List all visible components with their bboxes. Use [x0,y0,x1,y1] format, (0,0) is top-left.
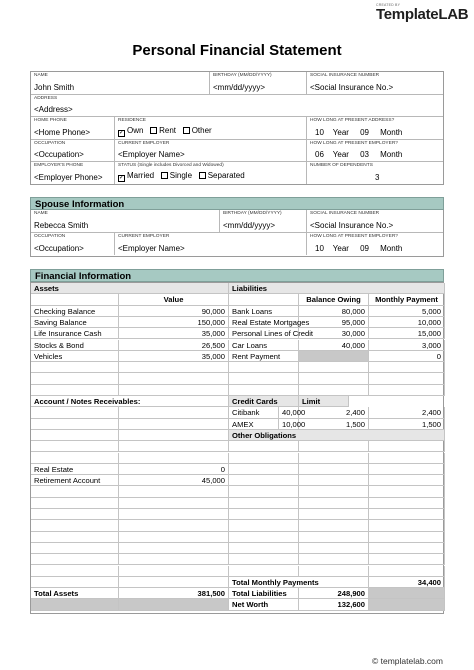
status-married-checkbox[interactable]: ✓ [119,175,125,181]
name-value: John Smith [34,83,75,92]
table-cell [31,373,119,384]
status-married-label: Married [127,171,155,180]
home-phone-field[interactable] [31,117,115,140]
total-assets-value: 381,500 [119,588,229,599]
blank-cell [119,599,229,610]
liability-payment[interactable]: 3,000 [369,340,445,351]
spouse-time-at-employer-label: HOW LONG AT PRESENT EMPLOYER? [310,234,398,239]
table-cell [229,441,299,452]
table-cell [369,453,445,464]
time-at-employer-label: HOW LONG AT PRESENT EMPLOYER? [310,141,398,146]
table-cell [229,373,299,384]
table-cell [369,362,445,373]
table-cell [119,453,229,464]
table-cell [229,486,299,497]
asset-value[interactable]: 26,500 [119,340,229,351]
personal-info-section [30,71,444,185]
table-cell [31,362,119,373]
table-cell [299,362,369,373]
other-asset-value[interactable]: 0 [119,464,229,475]
liability-payment[interactable]: 0 [369,351,445,362]
table-cell [119,430,229,441]
table-cell [119,419,229,430]
asset-liability-row [31,306,443,317]
table-cell [119,498,229,509]
table-cell [369,532,445,543]
blank-cell [229,294,299,305]
liability-balance[interactable]: 40,000 [299,340,369,351]
liabilities-header: Liabilities [229,283,445,294]
address-label: ADDRESS [34,96,58,101]
table-cell [299,543,369,554]
residence-other-label: Other [191,126,212,135]
asset-value[interactable]: 150,000 [119,317,229,328]
other-asset-row [31,475,443,486]
table-cell [119,577,229,588]
asset-value[interactable]: 35,000 [119,328,229,339]
table-cell [229,532,299,543]
receivables-header: Account / Notes Receivables: [31,396,229,407]
financial-table [30,282,444,614]
time-at-employer-field[interactable] [307,140,443,162]
home-phone-value: <Home Phone> [34,128,91,137]
status-field [115,162,307,184]
financial-heading: Financial Information [30,269,444,282]
other-asset-name: Retirement Account [31,475,119,486]
residence-own-label: Own [127,126,144,135]
page-title: Personal Financial Statement [132,42,342,59]
dependents-label: NUMBER OF DEPENDENTS [310,163,373,168]
liability-payment[interactable]: 15,000 [369,328,445,339]
liability-name: Rent Payment [229,351,299,362]
table-cell [369,520,445,531]
monthly-payment-header: Monthly Payment [369,294,445,305]
liability-name: Bank Loans [229,306,299,317]
table-cell [229,554,299,565]
dependents-field[interactable] [307,162,443,184]
credit-card-payment[interactable]: 1,500 [369,419,445,430]
table-cell [119,486,229,497]
table-cell [119,362,229,373]
sin-label: SOCIAL INSURANCE NUMBER [310,73,380,78]
month-word: Month [380,128,403,137]
credit-card-name: Citibank [229,407,279,418]
residence-own-checkbox[interactable]: ✓ [119,130,125,136]
credit-card-balance[interactable]: 1,500 [299,419,369,430]
spouse-employer-months: 09 [360,244,369,253]
table-cell [299,554,369,565]
table-cell [31,441,119,452]
table-cell [229,362,299,373]
table-cell [31,566,119,577]
spouse-sin-label: SOCIAL INSURANCE NUMBER [310,211,380,216]
time-at-address-value [315,128,402,137]
name-field[interactable] [31,72,210,95]
birthday-label: BIRTHDAY (MM/DD/YYYY) [213,73,272,78]
table-cell [229,520,299,531]
total-liabilities-label: Total Liabilities [229,588,299,599]
total-monthly-label: Total Monthly Payments [229,577,369,588]
total-monthly-row [31,577,443,588]
month-word: Month [380,150,403,159]
financial-header-row [31,283,443,294]
liability-balance[interactable]: 95,000 [299,317,369,328]
table-cell [299,453,369,464]
liability-payment[interactable]: 5,000 [369,306,445,317]
asset-name: Stocks & Bond [31,340,119,351]
table-cell [31,532,119,543]
asset-name: Saving Balance [31,317,119,328]
address-years: 10 [315,128,324,137]
table-cell [229,509,299,520]
table-cell [299,486,369,497]
table-cell [299,385,369,396]
credit-card-row [31,407,443,418]
table-cell [31,498,119,509]
table-cell [229,498,299,509]
credit-card-name: AMEX [229,419,279,430]
table-cell [369,441,445,452]
liability-payment[interactable]: 10,000 [369,317,445,328]
spouse-occupation-field[interactable] [31,233,115,255]
liability-name: Real Estate Mortgages [229,317,299,328]
address-months: 09 [360,128,369,137]
table-cell [299,441,369,452]
birthday-field[interactable] [210,72,307,95]
spouse-info-section [30,210,444,257]
empty-row [31,532,443,543]
credit-cards-header: Credit Cards [229,396,299,407]
employer-phone-value: <Employer Phone> [34,173,103,182]
table-cell [299,566,369,577]
table-cell [229,566,299,577]
spouse-heading: Spouse Information [30,197,444,210]
table-cell [119,520,229,531]
credit-card-balance[interactable]: 2,400 [299,407,369,418]
credit-cards-header-row [31,396,443,407]
occupation-value: <Occupation> [34,150,84,159]
time-at-address-field[interactable] [307,117,443,140]
table-cell [119,441,229,452]
net-worth-row [31,599,443,610]
blank-cell [31,294,119,305]
time-at-employer-value [315,150,402,159]
table-cell [369,498,445,509]
table-cell [119,407,229,418]
credit-card-row [31,419,443,430]
employer-years: 06 [315,150,324,159]
assets-header: Assets [31,283,229,294]
total-liabilities-value: 248,900 [299,588,369,599]
empty-row [31,543,443,554]
footer-credit: © templatelab.com [372,656,443,666]
table-cell [369,509,445,520]
spouse-sin-field[interactable] [307,210,443,233]
employer-field[interactable] [115,140,307,162]
brand-logo [376,3,468,22]
birthday-value: <mm/dd/yyyy> [213,83,266,92]
table-cell [119,509,229,520]
empty-row [31,509,443,520]
table-cell [31,430,119,441]
status-single-checkbox[interactable] [161,172,168,179]
brand-small-text: CREATED BY [376,3,401,7]
residence-other-checkbox[interactable] [183,127,190,134]
table-cell [229,464,299,475]
status-options [118,171,245,182]
table-cell [299,509,369,520]
residence-field [115,117,307,140]
asset-value[interactable]: 90,000 [119,306,229,317]
year-word: Year [332,128,349,137]
spouse-employer-years: 10 [315,244,324,253]
table-cell [299,373,369,384]
empty-row [31,498,443,509]
residence-rent-checkbox[interactable] [150,127,157,134]
empty-row [31,554,443,565]
sin-value: <Social Insurance No.> [310,83,394,92]
table-cell [31,385,119,396]
credit-card-limit[interactable]: 10,000 [279,419,299,430]
name-label: NAME [34,73,48,78]
table-cell [31,453,119,464]
address-field[interactable] [31,95,443,117]
table-cell [31,486,119,497]
table-cell [369,464,445,475]
asset-liability-row [31,317,443,328]
brand-name-a: Template [376,6,439,23]
status-label: STATUS (Single includes Divorced and Widowed) [118,163,224,168]
employer-phone-label: EMPLOYER'S PHONE [34,163,84,168]
asset-liability-row [31,340,443,351]
residence-label: RESIDENCE [118,118,146,123]
spouse-sin-value: <Social Insurance No.> [310,221,394,230]
employer-value: <Employer Name> [118,150,185,159]
table-cell [369,554,445,565]
empty-row [31,453,443,464]
spouse-name-label: NAME [34,211,48,216]
table-cell [119,543,229,554]
home-phone-label: HOME PHONE [34,118,67,123]
net-worth-value: 132,600 [299,599,369,610]
table-cell [369,486,445,497]
value-header: Value [119,294,229,305]
occupation-field[interactable] [31,140,115,162]
other-asset-name: Real Estate [31,464,119,475]
totals-row [31,588,443,599]
spouse-employer-field[interactable] [115,233,307,255]
spouse-employer-label: CURRENT EMPLOYER [118,234,170,239]
month-word: Month [380,244,403,253]
table-cell [31,419,119,430]
table-cell [229,543,299,554]
brand-name-b: LAB [438,6,469,23]
table-cell [369,543,445,554]
table-cell [31,520,119,531]
table-cell [229,475,299,486]
table-cell [299,532,369,543]
other-asset-value[interactable]: 45,000 [119,475,229,486]
liability-balance[interactable]: 80,000 [299,306,369,317]
empty-row [31,486,443,497]
occupation-label: OCCUPATION [34,141,66,146]
address-value: <Address> [34,105,73,114]
year-word: Year [332,150,349,159]
liability-balance[interactable]: 30,000 [299,328,369,339]
table-cell [119,566,229,577]
spouse-name-value: Rebecca Smith [34,221,89,230]
table-cell [119,385,229,396]
table-cell [119,554,229,565]
table-cell [369,566,445,577]
table-cell [299,475,369,486]
blank-cell [369,599,445,610]
table-cell [119,373,229,384]
status-separated-checkbox[interactable] [199,172,206,179]
employer-phone-field[interactable] [31,162,115,184]
table-cell [299,498,369,509]
empty-row [31,566,443,577]
spouse-occupation-label: OCCUPATION [34,234,66,239]
dependents-value: 3 [375,173,380,182]
residence-rent-label: Rent [159,126,177,135]
status-separated-label: Separated [207,171,245,180]
table-cell [31,554,119,565]
balance-owing-header: Balance Owing [299,294,369,305]
table-cell [31,543,119,554]
credit-card-payment[interactable]: 2,400 [369,407,445,418]
table-cell [31,407,119,418]
spouse-time-at-employer-field[interactable] [307,233,443,255]
asset-name: Vehicles [31,351,119,362]
asset-value[interactable]: 35,000 [119,351,229,362]
empty-row [31,362,443,373]
spouse-birthday-value: <mm/dd/yyyy> [223,221,276,230]
table-cell [31,577,119,588]
spouse-birthday-label: BIRTHDAY (MM/DD/YYYY) [223,211,282,216]
empty-row [31,385,443,396]
blank-cell [31,599,119,610]
time-at-address-label: HOW LONG AT PRESENT ADDRESS? [310,118,395,123]
spouse-employer-value: <Employer Name> [118,244,185,253]
table-cell [119,532,229,543]
spouse-occupation-value: <Occupation> [34,244,84,253]
liability-name: Car Loans [229,340,299,351]
table-cell [299,464,369,475]
asset-name: Checking Balance [31,306,119,317]
empty-row [31,520,443,531]
limit-header-cell: Limit [299,396,349,407]
asset-liability-row [31,351,443,362]
empty-row [31,373,443,384]
empty-row [31,441,443,452]
table-cell [229,385,299,396]
spouse-name-field[interactable] [31,210,220,233]
other-asset-row [31,464,443,475]
liability-balance[interactable] [299,351,369,362]
status-single-label: Single [169,171,193,180]
table-cell [369,385,445,396]
net-worth-label: Net Worth [229,599,299,610]
asset-name: Life Insurance Cash [31,328,119,339]
employer-months: 03 [360,150,369,159]
employer-label: CURRENT EMPLOYER [118,141,170,146]
spouse-time-at-employer-value [315,244,402,253]
total-assets-label: Total Assets [31,588,119,599]
table-cell [229,453,299,464]
table-cell [299,520,369,531]
table-cell [369,475,445,486]
liability-name: Personal Lines of Credit [229,328,299,339]
year-word: Year [332,244,349,253]
financial-subheader-row [31,294,443,305]
sin-field[interactable] [307,72,443,95]
residence-options [118,126,212,137]
spouse-birthday-field[interactable] [220,210,307,233]
other-obligations-header-row [31,430,443,441]
other-obligations-header: Other Obligations [229,430,445,441]
table-cell [31,509,119,520]
asset-liability-row [31,328,443,339]
credit-card-limit[interactable]: 40,000 [279,407,299,418]
total-monthly-value: 34,400 [369,577,445,588]
blank-cell [369,588,445,599]
table-cell [369,373,445,384]
